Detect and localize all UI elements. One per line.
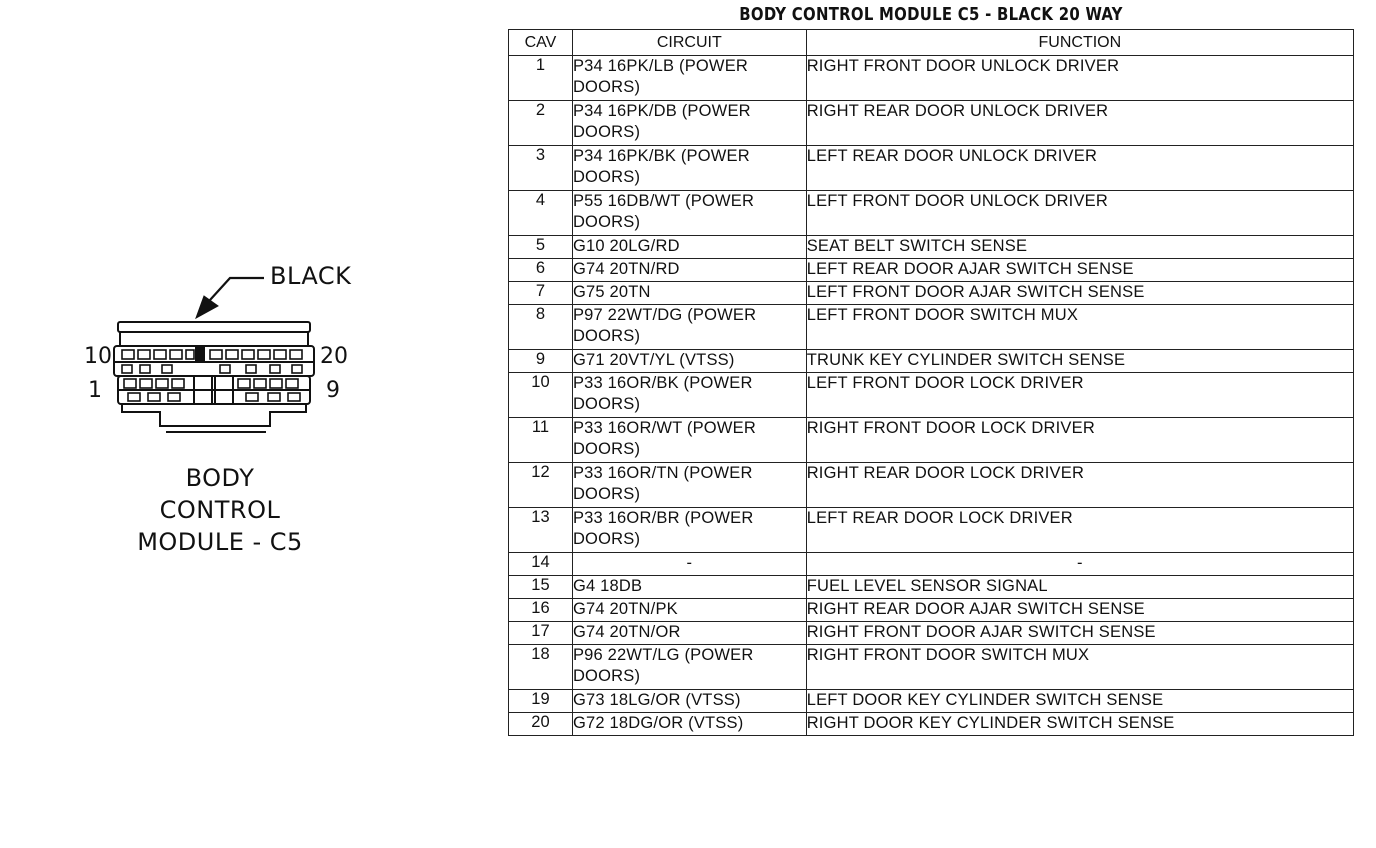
cell-function: LEFT REAR DOOR LOCK DRIVER <box>806 508 1353 553</box>
cell-function: RIGHT FRONT DOOR AJAR SWITCH SENSE <box>806 622 1353 645</box>
cell-cav: 4 <box>509 191 573 236</box>
caption-line: CONTROL <box>159 496 281 524</box>
header-circuit: CIRCUIT <box>572 30 806 56</box>
cell-cav: 3 <box>509 146 573 191</box>
table-row <box>509 599 1354 622</box>
cell-circuit: - <box>572 553 806 576</box>
table-row <box>509 56 1354 101</box>
header-cav: CAV <box>509 30 573 56</box>
cell-cav: 9 <box>509 350 573 373</box>
cell-cav: 11 <box>509 418 573 463</box>
cell-function: RIGHT FRONT DOOR SWITCH MUX <box>806 645 1353 690</box>
pin-number-top-left: 10 <box>84 344 112 369</box>
cell-cav: 20 <box>509 713 573 736</box>
cell-circuit: P33 16OR/TN (POWER DOORS) <box>572 463 806 508</box>
pin-number-top-right: 20 <box>320 344 348 369</box>
cell-circuit: G10 20LG/RD <box>572 236 806 259</box>
cell-circuit: P34 16PK/DB (POWER DOORS) <box>572 101 806 146</box>
cell-cav: 12 <box>509 463 573 508</box>
cell-circuit: P34 16PK/LB (POWER DOORS) <box>572 56 806 101</box>
table-body <box>509 56 1354 736</box>
cell-circuit: G75 20TN <box>572 282 806 305</box>
table-row <box>509 373 1354 418</box>
cell-function: LEFT FRONT DOOR UNLOCK DRIVER <box>806 191 1353 236</box>
cell-function: TRUNK KEY CYLINDER SWITCH SENSE <box>806 350 1353 373</box>
cell-circuit: G71 20VT/YL (VTSS) <box>572 350 806 373</box>
table-row <box>509 622 1354 645</box>
cell-function: - <box>806 553 1353 576</box>
cell-circuit: P33 16OR/WT (POWER DOORS) <box>572 418 806 463</box>
table-row <box>509 236 1354 259</box>
table-row <box>509 282 1354 305</box>
cell-function: RIGHT REAR DOOR AJAR SWITCH SENSE <box>806 599 1353 622</box>
header-function: FUNCTION <box>806 30 1353 56</box>
table-row <box>509 350 1354 373</box>
cell-cav: 13 <box>509 508 573 553</box>
cell-cav: 7 <box>509 282 573 305</box>
caption-line: MODULE - C5 <box>137 528 303 556</box>
cell-function: SEAT BELT SWITCH SENSE <box>806 236 1353 259</box>
cell-function: RIGHT REAR DOOR LOCK DRIVER <box>806 463 1353 508</box>
cell-cav: 18 <box>509 645 573 690</box>
cell-function: LEFT FRONT DOOR SWITCH MUX <box>806 305 1353 350</box>
connector-body-icon <box>114 322 314 432</box>
cell-circuit: P97 22WT/DG (POWER DOORS) <box>572 305 806 350</box>
table-row <box>509 305 1354 350</box>
cell-function: RIGHT DOOR KEY CYLINDER SWITCH SENSE <box>806 713 1353 736</box>
cell-circuit: P33 16OR/BK (POWER DOORS) <box>572 373 806 418</box>
table-row <box>509 713 1354 736</box>
table-row <box>509 690 1354 713</box>
cell-cav: 15 <box>509 576 573 599</box>
cell-function: LEFT FRONT DOOR LOCK DRIVER <box>806 373 1353 418</box>
table-header-row <box>509 30 1354 56</box>
cell-circuit: G72 18DG/OR (VTSS) <box>572 713 806 736</box>
leader-arrow-icon <box>196 278 264 318</box>
cell-function: RIGHT FRONT DOOR LOCK DRIVER <box>806 418 1353 463</box>
cell-cav: 17 <box>509 622 573 645</box>
connector-diagram <box>70 250 400 570</box>
cell-circuit: G4 18DB <box>572 576 806 599</box>
table-row <box>509 553 1354 576</box>
table-row <box>509 418 1354 463</box>
table-row <box>509 101 1354 146</box>
table-row <box>509 259 1354 282</box>
cell-circuit: G73 18LG/OR (VTSS) <box>572 690 806 713</box>
cell-cav: 19 <box>509 690 573 713</box>
table-row <box>509 463 1354 508</box>
cell-circuit: G74 20TN/RD <box>572 259 806 282</box>
cell-cav: 8 <box>509 305 573 350</box>
cell-cav: 6 <box>509 259 573 282</box>
cell-function: LEFT DOOR KEY CYLINDER SWITCH SENSE <box>806 690 1353 713</box>
cell-function: LEFT REAR DOOR AJAR SWITCH SENSE <box>806 259 1353 282</box>
cell-function: FUEL LEVEL SENSOR SIGNAL <box>806 576 1353 599</box>
cell-cav: 14 <box>509 553 573 576</box>
cell-function: RIGHT REAR DOOR UNLOCK DRIVER <box>806 101 1353 146</box>
cell-circuit: P34 16PK/BK (POWER DOORS) <box>572 146 806 191</box>
cell-function: RIGHT FRONT DOOR UNLOCK DRIVER <box>806 56 1353 101</box>
connector-illustration <box>70 250 400 450</box>
cell-circuit: P55 16DB/WT (POWER DOORS) <box>572 191 806 236</box>
cell-circuit: P96 22WT/LG (POWER DOORS) <box>572 645 806 690</box>
cell-cav: 5 <box>509 236 573 259</box>
cell-cav: 10 <box>509 373 573 418</box>
cell-circuit: G74 20TN/PK <box>572 599 806 622</box>
cell-function: LEFT FRONT DOOR AJAR SWITCH SENSE <box>806 282 1353 305</box>
connector-color-label: BLACK <box>270 262 352 290</box>
pin-number-bottom-right: 9 <box>326 378 340 403</box>
cell-cav: 16 <box>509 599 573 622</box>
table-row <box>509 191 1354 236</box>
table-row <box>509 508 1354 553</box>
table-row <box>509 645 1354 690</box>
table-title: BODY CONTROL MODULE C5 - BLACK 20 WAY <box>739 4 1123 25</box>
connector-caption <box>120 462 320 558</box>
cell-function: LEFT REAR DOOR UNLOCK DRIVER <box>806 146 1353 191</box>
cell-circuit: P33 16OR/BR (POWER DOORS) <box>572 508 806 553</box>
cell-cav: 2 <box>509 101 573 146</box>
table-row <box>509 146 1354 191</box>
cell-circuit: G74 20TN/OR <box>572 622 806 645</box>
table-row <box>509 576 1354 599</box>
pin-table <box>508 29 1354 736</box>
pin-number-bottom-left: 1 <box>88 378 102 403</box>
caption-line: BODY <box>185 464 255 492</box>
cell-cav: 1 <box>509 56 573 101</box>
